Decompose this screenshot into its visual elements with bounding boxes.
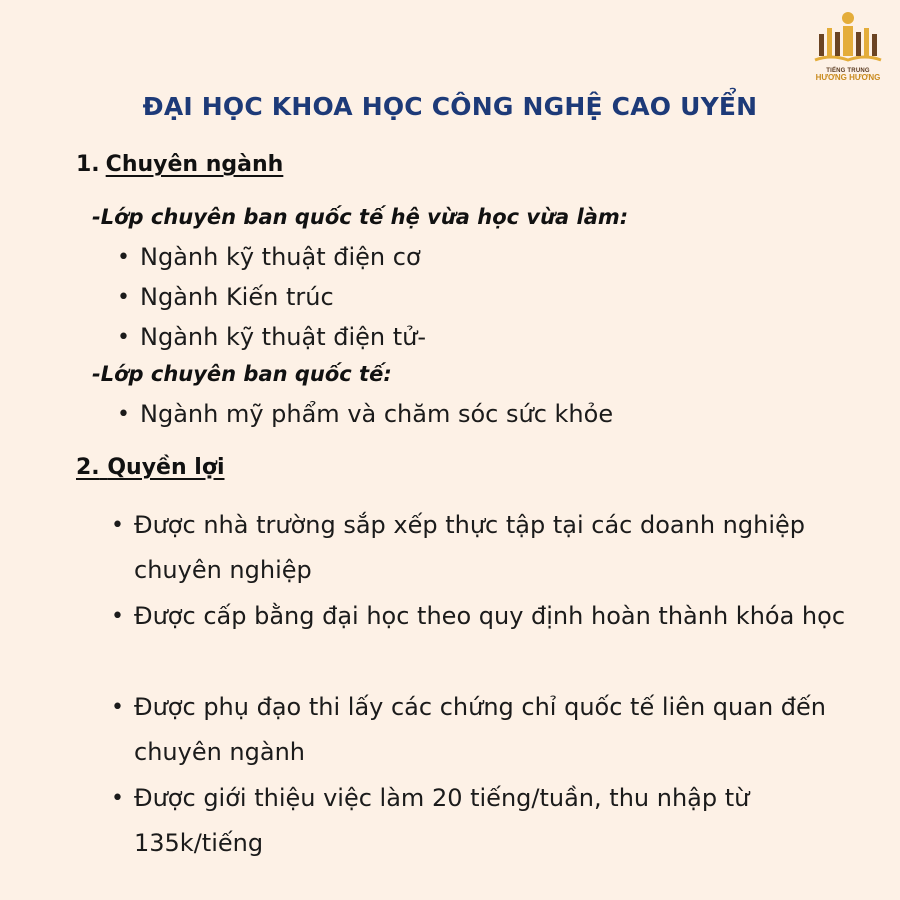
section-1-label: Chuyên ngành xyxy=(105,152,284,177)
list-item-text: Được nhà trường sắp xếp thực tập tại các doanh nghiệp chuyên nghiệp xyxy=(134,511,806,584)
list-item-text: Ngành mỹ phẩm và chăm sóc sức khỏe xyxy=(140,400,614,428)
section-2-heading xyxy=(76,455,225,480)
page-title: ĐẠI HỌC KHOA HỌC CÔNG NGHỆ CAO UYỂN xyxy=(142,92,758,121)
list-item-text: Được phụ đạo thi lấy các chứng chỉ quốc tế liên quan đến chuyên ngành xyxy=(134,693,827,766)
logo-line2: HƯƠNG HƯƠNG xyxy=(815,73,881,83)
list-item xyxy=(111,594,874,639)
group-1-label: -Lớp chuyên ban quốc tế hệ vừa học vừa làm: xyxy=(92,205,629,229)
logo-line1: TIẾNG TRUNG xyxy=(826,68,870,74)
list-item xyxy=(111,685,874,775)
list-item-text: Được cấp bằng đại học theo quy định hoàn thành khóa học xyxy=(134,602,846,630)
list-item-text: Ngành kỹ thuật điện cơ xyxy=(140,243,421,271)
bullet-icon: • xyxy=(111,513,124,538)
group-2-label: -Lớp chuyên ban quốc tế: xyxy=(92,362,392,386)
book-logo-icon xyxy=(811,10,885,66)
section-2-label-text: Quyền lợi xyxy=(107,455,225,480)
list-item xyxy=(111,776,874,866)
bullet-icon: • xyxy=(117,285,130,310)
list-item xyxy=(117,392,614,437)
section-2-label xyxy=(100,455,225,480)
section-1-number: 1. xyxy=(76,152,100,177)
logo xyxy=(806,10,890,100)
section-1-heading xyxy=(76,152,283,177)
list-item xyxy=(117,315,427,360)
list-item xyxy=(111,503,874,593)
bullet-icon: • xyxy=(117,402,130,427)
bullet-icon: • xyxy=(111,604,124,629)
bullet-icon: • xyxy=(117,325,130,350)
list-item-text: Được giới thiệu việc làm 20 tiếng/tuần, thu nhập từ 135k/tiếng xyxy=(134,784,750,857)
list-item-text: Ngành kỹ thuật điện tử- xyxy=(140,323,427,351)
list-item xyxy=(117,235,421,280)
section-2-number: 2. xyxy=(76,455,100,480)
bullet-icon: • xyxy=(111,695,124,720)
bullet-icon: • xyxy=(117,245,130,270)
list-item xyxy=(117,275,334,320)
list-item-text: Ngành Kiến trúc xyxy=(140,283,334,311)
bullet-icon: • xyxy=(111,786,124,811)
